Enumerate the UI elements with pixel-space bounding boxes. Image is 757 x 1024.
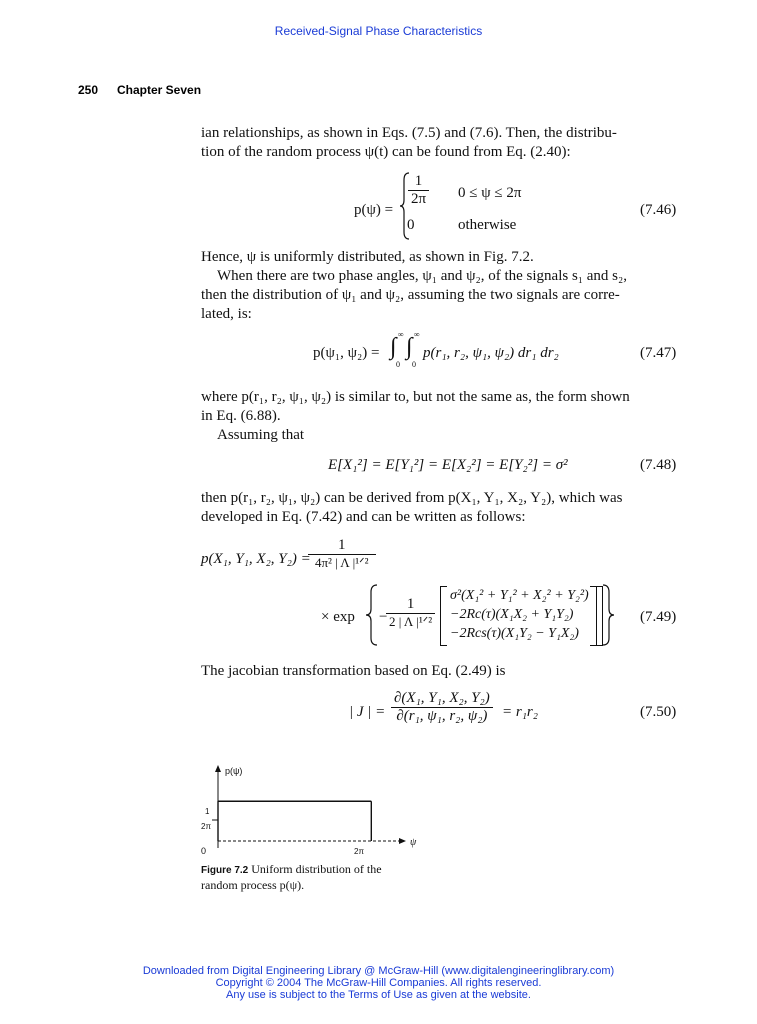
x-axis-arrow [399,838,406,844]
footer-line: Copyright © 2004 The McGraw-Hill Companies. All rights reserved. [215,977,542,989]
paragraph-jacobian [201,662,682,681]
text-line: Hence, ψ is uniformly distributed, as shown in Fig. 7.2. [201,249,534,265]
footer [0,965,757,1001]
text-line: Assuming that [217,427,305,443]
text-line: When there are two phase angles, ψ₁ and ψ₂, of the signals s₁ and s₂, [217,268,628,284]
x-axis-label: ψ [410,837,417,848]
text-line: in Eq. (6.88). [201,408,281,424]
integral-upper-limit: ∞ [398,330,404,339]
eq749-row-1: σ²(X₁² + Y₁² + X₂² + Y₂²) [450,588,589,603]
integral-lower-limit: 0 [412,360,416,369]
right-bracket [590,586,597,646]
running-head: Received-Signal Phase Characteristics [274,24,483,38]
paragraph-where [201,388,682,445]
footer-line[interactable]: Downloaded from Digital Engineering Library @ McGraw-Hill (www.digitalengineeringlibrary.com) [142,965,615,977]
text-line: where p(r₁, r₂, ψ₁, ψ₂) is similar to, but not the same as, the form shown [201,389,630,405]
eq750-fraction [391,690,493,725]
fraction-numerator: 1 [408,173,429,191]
figure-caption [201,862,421,892]
right-brace [602,584,614,646]
integral-upper-limit: ∞ [414,330,420,339]
eq747-lhs: p(ψ₁, ψ₂) = [313,345,380,361]
text-line: tion of the random process ψ(t) can be found from Eq. (2.40): [201,144,571,160]
fraction-denominator: 2 | Λ |¹ᐟ² [389,614,433,629]
eq746-condition-2: otherwise [458,217,517,233]
level-label-denominator: 2π [201,822,211,831]
eq749-prefactor [308,537,376,571]
equation-number: (7.49) [640,609,677,625]
eq747-integrand: p(r₁, r₂, ψ₁, ψ₂) dr₁ dr₂ [423,345,559,361]
equation-number: (7.47) [640,345,677,361]
figure-uniform-distribution [196,760,426,860]
eq748-body: E[X₁²] = E[Y₁²] = E[X₂²] = E[Y₂²] = σ² [328,457,568,473]
data-series [218,801,371,841]
left-bracket [440,586,447,646]
y-axis-arrow [215,765,221,772]
paragraph-uniform [201,248,682,324]
text-line: developed in Eq. (7.42) and can be written as follows: [201,509,526,525]
eq749-row-3: −2Rcs(τ)(X₁Y₂ − Y₁X₂) [450,626,579,641]
eq749-lhs: p(X₁, Y₁, X₂, Y₂) = [201,551,311,567]
text-line: lated, is: [201,306,252,322]
x-tick-label: 2π [354,847,364,856]
eq749-row-2: −2Rc(τ)(X₁X₂ + Y₁Y₂) [450,607,574,622]
footer-line[interactable]: Any use is subject to the Terms of Use as given at the website. [226,989,531,1001]
chapter-title: Chapter Seven [117,83,202,97]
fraction-denominator: ∂(r₁, ψ₁, r₂, ψ₂) [396,708,488,724]
eq749-inner-fraction [386,596,435,630]
fraction-numerator: 1 [386,596,435,614]
y-axis-label: p(ψ) [225,766,243,776]
eq746-condition-1: 0 ≤ ψ ≤ 2π [458,185,522,201]
integral-sign: ∫ [406,334,413,360]
caption-text: Uniform distribution of the random process p(ψ). [201,862,382,892]
integral-sign: ∫ [390,334,397,360]
equation-number: (7.46) [640,202,677,218]
fraction-numerator: 1 [308,537,376,555]
eq746-fraction [408,173,429,208]
minus-sign: − [379,609,388,625]
page-number: 250 [78,83,99,97]
left-brace [366,584,378,646]
fraction-denominator: 2π [411,191,427,207]
equation-number: (7.50) [640,704,677,720]
text-line: then the distribution of ψ₁ and ψ₂, assuming the two signals are corre- [201,287,620,303]
text-line: ian relationships, as shown in Eqs. (7.5) and (7.6). Then, the distribu- [201,125,617,141]
eq750-rhs: = r₁r₂ [502,704,538,720]
text-line: then p(r₁, r₂, ψ₁, ψ₂) can be derived from p(X₁, Y₁, X₂, Y₂), which was [201,490,623,506]
eq746-case-2: 0 [407,217,415,233]
paragraph-intro [201,124,682,162]
integral-lower-limit: 0 [396,360,400,369]
eq749-exp: × exp [321,609,355,625]
level-label-numerator: 1 [205,807,210,816]
figure-plot [196,760,426,860]
paragraph-derived [201,489,682,527]
origin-label: 0 [201,846,207,856]
eq750-lhs: | J | = [349,704,386,720]
equation-number: (7.48) [640,457,677,473]
fraction-denominator: 4π² | Λ |¹ᐟ² [314,555,369,570]
caption-label: Figure 7.2 [201,865,249,876]
fraction-numerator: ∂(X₁, Y₁, X₂, Y₂) [391,690,493,708]
eq746-lhs: p(ψ) = [354,202,394,218]
text-line: The jacobian transformation based on Eq. (2.49) is [201,663,506,679]
